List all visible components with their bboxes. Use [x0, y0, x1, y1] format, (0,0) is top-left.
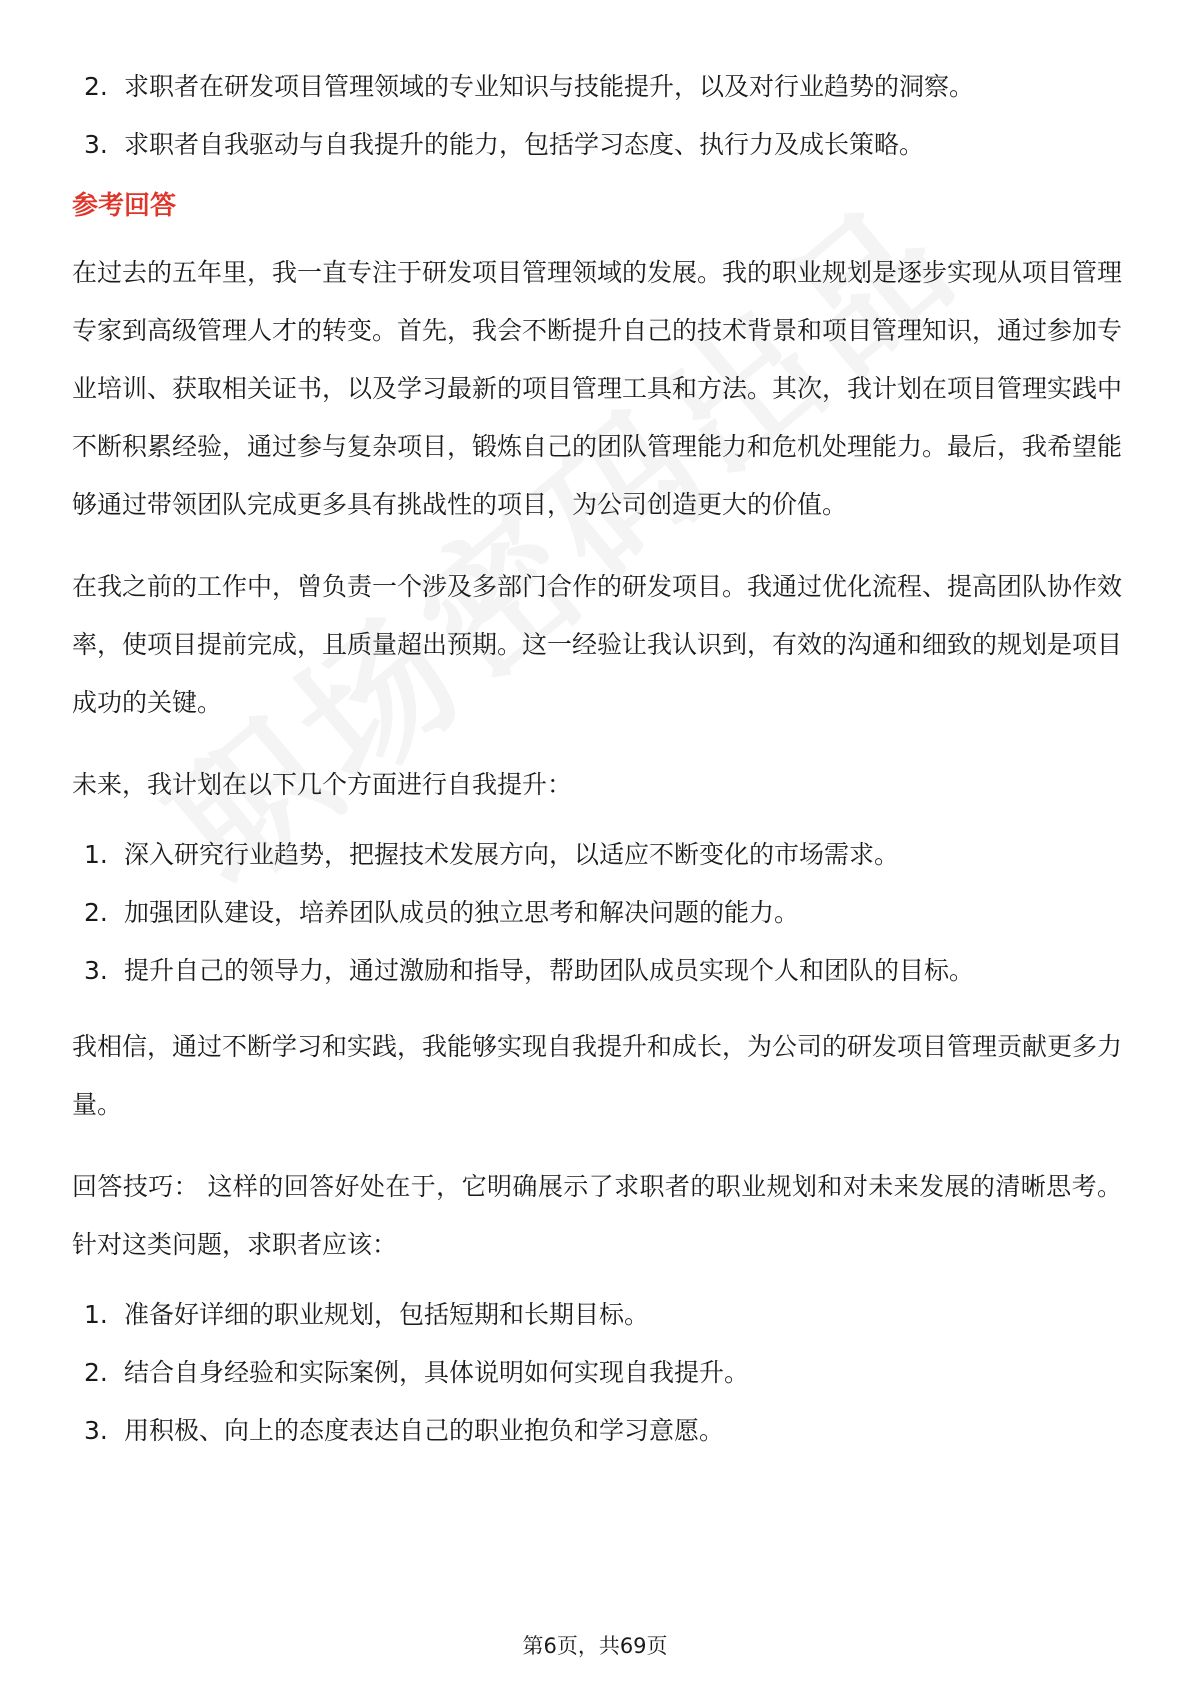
- list-text: 结合自身经验和实际案例，具体说明如何实现自我提升。: [124, 1358, 750, 1387]
- tips-list: [72, 1286, 1122, 1460]
- paragraph-conclusion: 我相信，通过不断学习和实践，我能够实现自我提升和成长，为公司的研发项目管理贡献更多力量。: [72, 1032, 1123, 1119]
- list-number: 3.: [84, 956, 108, 985]
- list-text: 深入研究行业趋势，把握技术发展方向，以适应不断变化的市场需求。: [124, 840, 900, 869]
- list-item: [72, 1344, 1122, 1402]
- paragraph-future-intro: 未来，我计划在以下几个方面进行自我提升：: [72, 770, 573, 799]
- plan-list: [72, 826, 1122, 1000]
- paragraph-tips: 回答技巧： 这样的回答好处在于，它明确展示了求职者的职业规划和对未来发展的清晰思考。针对这类问题，求职者应该：: [72, 1172, 1122, 1259]
- list-text: 提升自己的领导力，通过激励和指导，帮助团队成员实现个人和团队的目标。: [124, 956, 975, 985]
- document-body: [72, 58, 1122, 1478]
- list-item: [72, 1286, 1122, 1344]
- list-number: 2.: [84, 1358, 108, 1387]
- list-text: 用积极、向上的态度表达自己的职业抱负和学习意愿。: [124, 1416, 725, 1445]
- page-footer: 第6页，共69页: [522, 1634, 668, 1658]
- list-item: [72, 884, 1122, 942]
- list-number: 3.: [84, 1416, 108, 1445]
- top-list: [72, 58, 1122, 174]
- list-number: 2.: [84, 898, 108, 927]
- list-number: 3.: [84, 130, 108, 159]
- paragraph-career-plan: 在过去的五年里，我一直专注于研发项目管理领域的发展。我的职业规划是逐步实现从项目管理专家到高级管理人才的转变。首先，我会不断提升自己的技术背景和项目管理知识，通过参加专业培训、获取相关证书，以及学习最新的项目管理工具和方法。其次，我计划在项目管理实践中不断积累经验，通过参与复杂项目，锻炼自己的团队管理能力和危机处理能力。最后，我希望能够通过带领团队完成更多具有挑战性的项目，为公司创造更大的价值。: [72, 258, 1123, 519]
- answer-title: 参考回答: [72, 191, 177, 221]
- list-number: 1.: [84, 840, 108, 869]
- list-text: 求职者在研发项目管理领域的专业知识与技能提升，以及对行业趋势的洞察。: [124, 72, 975, 101]
- list-item: [72, 826, 1122, 884]
- list-text: 求职者自我驱动与自我提升的能力，包括学习态度、执行力及成长策略。: [124, 130, 925, 159]
- list-item: [72, 1402, 1122, 1460]
- paragraph-experience: 在我之前的工作中，曾负责一个涉及多部门合作的研发项目。我通过优化流程、提高团队协作效率，使项目提前完成，且质量超出预期。这一经验让我认识到，有效的沟通和细致的规划是项目成功的关键。: [72, 572, 1123, 717]
- list-item: [72, 942, 1122, 1000]
- list-item: [72, 58, 1122, 116]
- list-number: 2.: [84, 72, 108, 101]
- list-text: 加强团队建设，培养团队成员的独立思考和解决问题的能力。: [124, 898, 800, 927]
- list-text: 准备好详细的职业规划，包括短期和长期目标。: [124, 1300, 650, 1329]
- list-number: 1.: [84, 1300, 108, 1329]
- list-item: [72, 116, 1122, 174]
